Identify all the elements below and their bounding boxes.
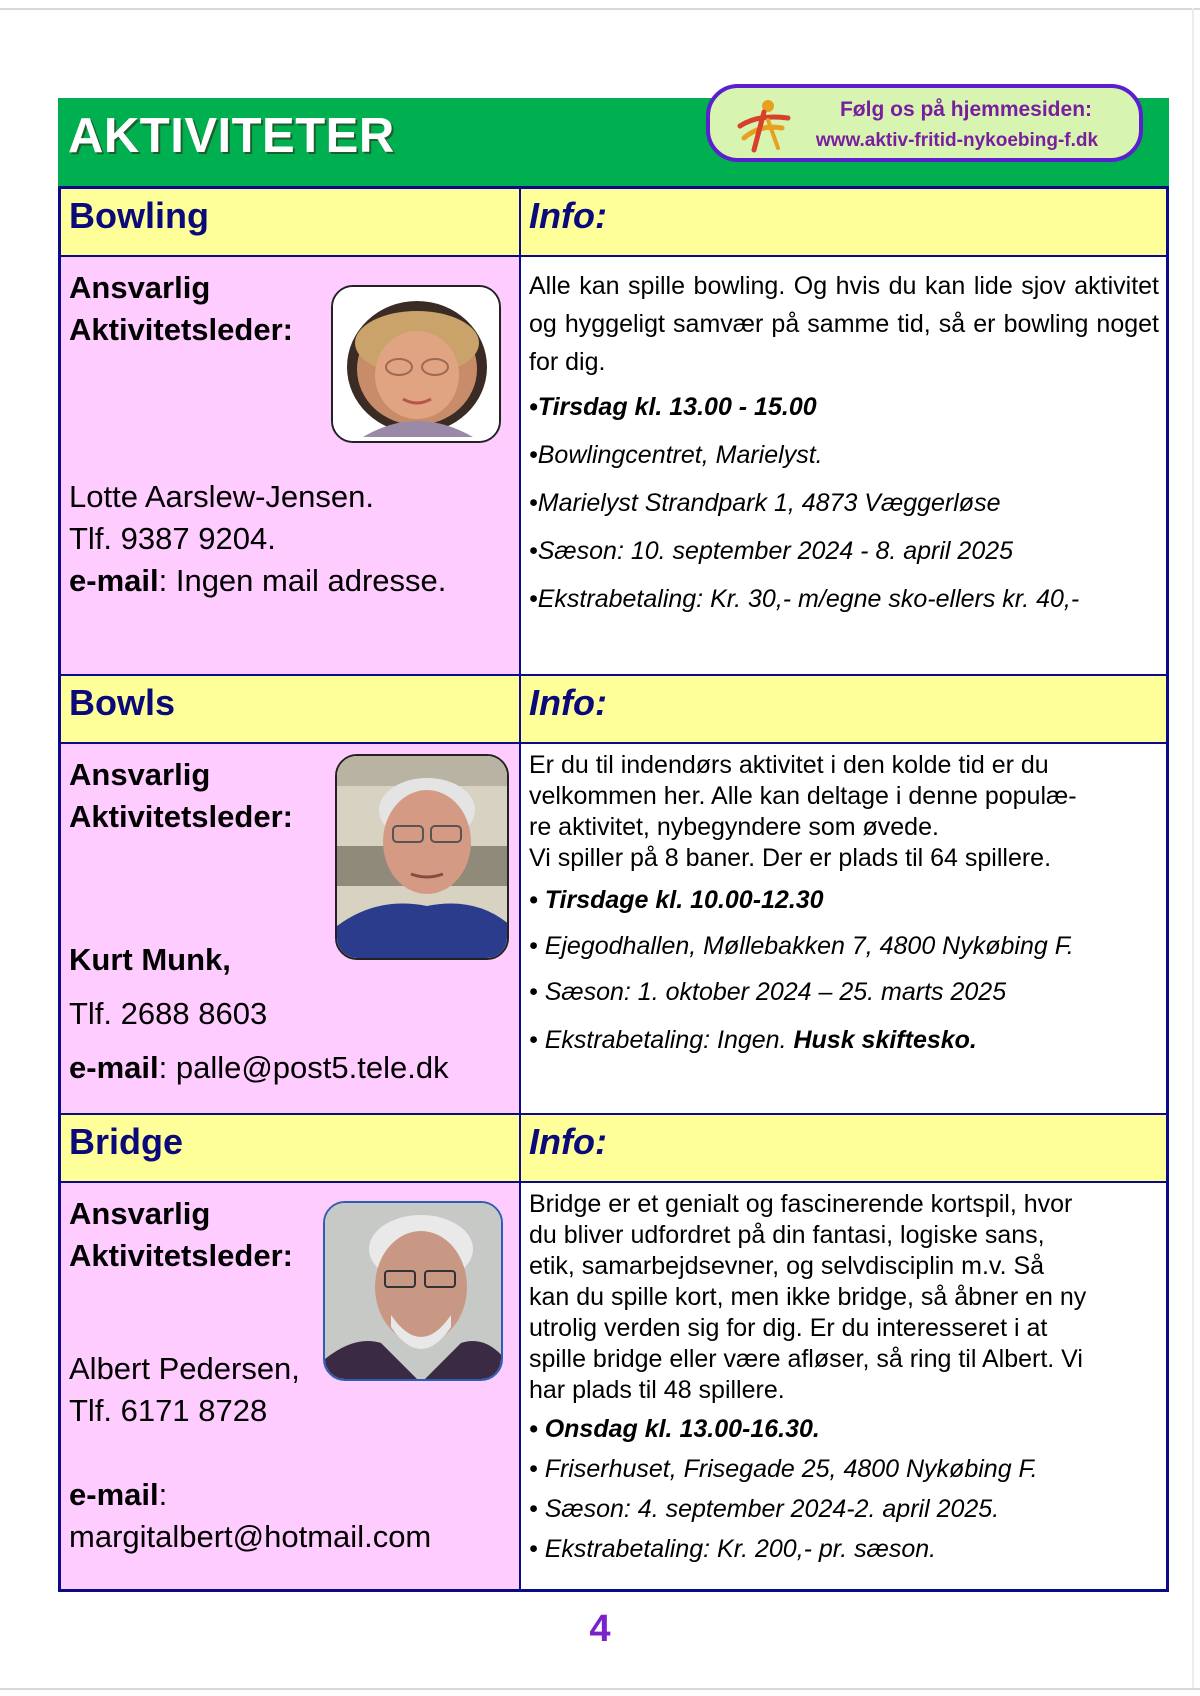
leader-label: Ansvarlig Aktivitetsleder: (69, 1196, 293, 1273)
portrait-image (333, 287, 501, 443)
activity-heading-bowls (61, 676, 521, 744)
page-title: AKTIVITETER (68, 109, 395, 163)
info-heading-bridge (521, 1115, 1166, 1183)
shoe-reminder: Husk skiftesko. (793, 1026, 977, 1054)
portrait-image (337, 756, 509, 960)
leader-label: Ansvarlig Aktivitetsleder: (69, 757, 293, 834)
info-heading-bowls (521, 676, 1166, 744)
leader-label: Ansvarlig Aktivitetsleder: (69, 270, 293, 347)
contact-email: e-mail: Ingen mail adresse. (69, 563, 447, 598)
leader-photo (323, 1201, 503, 1381)
page-edge-bottom (0, 1688, 1200, 1690)
page-number: 4 (589, 1608, 611, 1650)
website-link-badge[interactable] (706, 84, 1143, 162)
activity-description: Alle kan spille bowling. Og hvis du kan lide sjov aktivitet og hyggeligt samvær på samme tid, så er bowling noget for dig. (529, 272, 1159, 376)
detail-season: • Sæson: 4. september 2024-2. april 2025. (529, 1495, 1000, 1523)
info-label: Info: (529, 682, 607, 723)
leader-cell-bridge (61, 1183, 521, 1589)
contact-email: margitalbert@hotmail.com (69, 1519, 432, 1554)
detail-place: •Bowlingcentret, Marielyst. (529, 441, 823, 469)
leader-cell-bowling (61, 257, 521, 676)
info-cell-bowling (521, 257, 1166, 676)
activity-name: Bowls (69, 682, 176, 723)
website-url-link[interactable]: www.aktiv-fritid-nykoebing-f.dk (815, 130, 1099, 151)
detail-address: •Marielyst Strandpark 1, 4873 Væggerløse (529, 489, 1001, 517)
header-banner (58, 98, 1169, 186)
detail-time: • Tirsdage kl. 10.00-12.30 (529, 886, 824, 914)
detail-season: • Sæson: 1. oktober 2024 – 25. marts 2025 (529, 978, 1007, 1006)
info-heading-bowling (521, 189, 1166, 257)
info-cell-bowls (521, 744, 1166, 1115)
follow-text: Følg os på hjemmesiden: (839, 98, 1093, 121)
contact-phone: Tlf. 9387 9204. (69, 521, 276, 556)
detail-fee: • Ekstrabetaling: Kr. 200,- pr. sæson. (529, 1535, 937, 1563)
activity-description: Er du til indendørs aktivitet i den kolde tid er du velkommen her. Alle kan deltage i denne populæ- re aktivitet, nybegyndere som øvede. Vi spiller på 8 baner. Der er plads til 64 spillere. (529, 751, 1077, 872)
detail-fee: •Ekstrabetaling: Kr. 30,- m/egne sko-ellers kr. 40,- (529, 585, 1080, 613)
page-edge-top (0, 8, 1200, 10)
portrait-image (325, 1203, 503, 1381)
detail-time: •Tirsdag kl. 13.00 - 15.00 (529, 393, 817, 421)
contact-name: Lotte Aarslew-Jensen. (69, 479, 375, 514)
info-label: Info: (529, 195, 607, 236)
activity-description: Bridge er et genialt og fascinerende kortspil, hvor du bliver udfordret på din fantasi, logiske sans, etik, samarbejdsevner, og selvdisciplin m.v. Så kan du spille kort, men ikke bridge, så åbner en ny utrolig verden sig for dig. Er du interesseret i at spille bridge eller være afløser, så ring til Albert. Vi har plads til 48 spillere. (529, 1190, 1087, 1404)
leader-photo (335, 754, 509, 960)
activity-heading-bridge (61, 1115, 521, 1183)
contact-email: e-mail: palle@post5.tele.dk (69, 1050, 449, 1085)
detail-fee: • Ekstrabetaling: Ingen. Husk skiftesko. (529, 1026, 977, 1054)
detail-place: • Friserhuset, Frisegade 25, 4800 Nykøbing F. (529, 1455, 1038, 1483)
detail-season: •Sæson: 10. september 2024 - 8. april 2025 (529, 537, 1014, 565)
contact-phone: Tlf. 2688 8603 (69, 996, 268, 1031)
page-edge-right (1192, 8, 1194, 1688)
info-label: Info: (529, 1121, 607, 1162)
detail-time: • Onsdag kl. 13.00-16.30. (529, 1415, 820, 1443)
contact-name: Kurt Munk, (69, 942, 231, 977)
leader-photo (331, 285, 501, 443)
activity-heading-bowling (61, 189, 521, 257)
activity-name: Bowling (69, 195, 209, 236)
leader-cell-bowls (61, 744, 521, 1115)
detail-place: • Ejegodhallen, Møllebakken 7, 4800 Nykøbing F. (529, 932, 1074, 960)
activities-table (58, 186, 1169, 1592)
info-cell-bridge (521, 1183, 1166, 1589)
contact-name: Albert Pedersen, (69, 1351, 300, 1386)
activity-name: Bridge (69, 1121, 184, 1162)
contact-email-label: e-mail: (69, 1477, 168, 1512)
contact-phone: Tlf. 6171 8728 (69, 1393, 268, 1428)
